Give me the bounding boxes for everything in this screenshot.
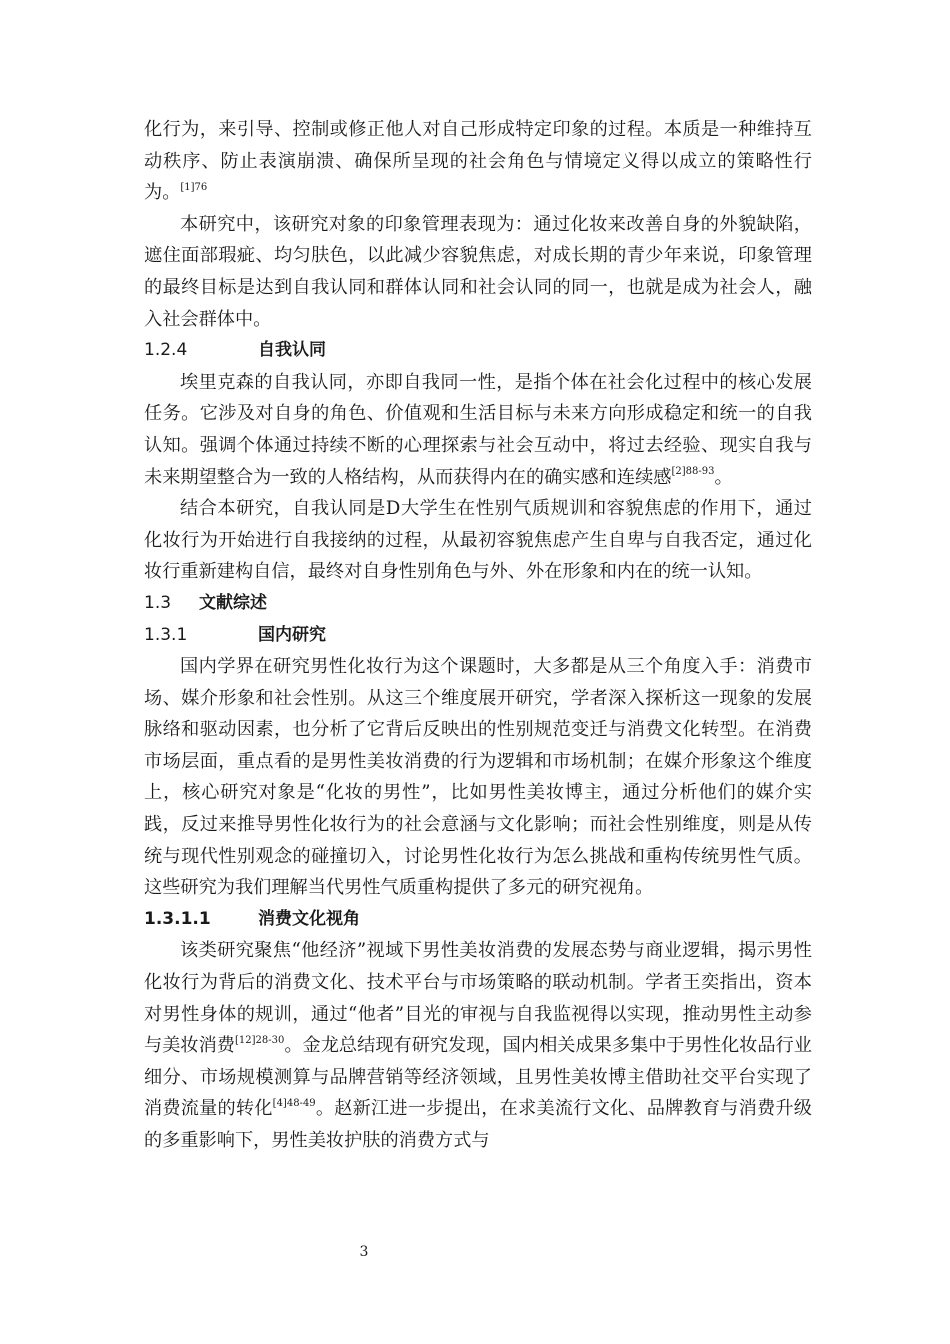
paragraph-text: 。金龙总结现有研究发现，国内相关成果多集中于男性化妆品行业细分、市场规模测算与品牌营销等经济领域，且男性美妆博主借助社交平台实现了消费流量的转化 bbox=[144, 1035, 812, 1120]
page-number: 3 bbox=[359, 1244, 369, 1260]
citation: [1]76 bbox=[180, 182, 208, 194]
paragraph-erikson-identity bbox=[144, 367, 812, 493]
section-number: 1.3.1 bbox=[144, 624, 188, 645]
citation: [2]88-93 bbox=[671, 466, 715, 478]
citation: [12]28-30 bbox=[234, 1035, 285, 1047]
paragraph-impression-management-definition bbox=[144, 114, 812, 209]
paragraph-consumer-culture bbox=[144, 935, 812, 1156]
section-heading-1-3-1 bbox=[144, 620, 812, 652]
paragraph-impression-management-study: 本研究中，该研究对象的印象管理表现为：通过化妆来改善自身的外貌缺陷，遮住面部瑕疵、均匀肤色，以此减少容貌焦虑，对成长期的青少年来说，印象管理的最终目标是达到自我认同和群体认同和社会认同的同一，也就是成为社会人，融入社会群体中。 bbox=[144, 213, 812, 330]
section-title: 消费文化视角 bbox=[258, 908, 360, 929]
section-number: 1.2.4 bbox=[144, 340, 188, 361]
section-heading-1-2-4 bbox=[144, 335, 812, 367]
section-title: 文献综述 bbox=[199, 592, 267, 613]
paragraph-text: 。赵新江进一步提出，在求美流行文化、品牌教育与消费升级的多重影响下，男性美妆护肤的消费方式与 bbox=[144, 1098, 812, 1151]
section-title: 自我认同 bbox=[258, 340, 326, 361]
section-heading-1-3-1-1 bbox=[144, 904, 812, 936]
paragraph-identity-study: 结合本研究，自我认同是D大学生在性别气质规训和容貌焦虑的作用下，通过化妆行为开始进行自我接纳的过程，从最初容貌焦虑产生自卑与自我否定，通过化妆行重新建构自信，最终对自身性别角色与外、外在形象和内在的统一认知。 bbox=[144, 498, 812, 583]
paragraph-text: 化行为，来引导、控制或修正他人对自己形成特定印象的过程。本质是一种维持互动秩序、防止表演崩溃、确保所呈现的社会角色与情境定义得以成立的策略性行为。 bbox=[144, 119, 812, 204]
paragraph-text: 埃里克森的自我认同，亦即自我同一性，是指个体在社会化过程中的核心发展任务。它涉及对自身的角色、价值观和生活目标与未来方向形成稳定和统一的自我认知。强调个体通过持续不断的心理探索与社会互动中，将过去经验、现实自我与未来期望整合为一致的人格结构，从而获得内在的确实感和连续感 bbox=[144, 371, 812, 488]
section-number: 1.3 bbox=[144, 592, 172, 613]
paragraph-end: 。 bbox=[714, 466, 733, 488]
paragraph-domestic-research: 国内学界在研究男性化妆行为这个课题时，大多都是从三个角度入手：消费市场、媒介形象和社会性别。从这三个维度展开研究，学者深入探析这一现象的发展脉络和驱动因素，也分析了它背后反映出的性别规范变迁与消费文化转型。在消费市场层面，重点看的是男性美妆消费的行为逻辑和市场机制；在媒介形象这个维度上，核心研究对象是“化妆的男性”，比如男性美妆博主，通过分析他们的媒介实践，反过来推导男性化妆行为的社会意涵与文化影响；而社会性别维度，则是从传统与现代性别观念的碰撞切入，讨论男性化妆行为怎么挑战和重构传统男性气质。这些研究为我们理解当代男性气质重构提供了多元的研究视角。 bbox=[144, 656, 812, 899]
page-body bbox=[144, 114, 812, 1157]
section-number: 1.3.1.1 bbox=[144, 908, 211, 929]
paragraph-text: 该类研究聚焦“他经济”视域下男性美妆消费的发展态势与商业逻辑，揭示男性化妆行为背后的消费文化、技术平台与市场策略的联动机制。学者王奕指出，资本对男性身体的规训，通过“他者”目光的审视与自我监视得以实现，推动男性主动参与美妆消费 bbox=[144, 940, 812, 1057]
section-title: 国内研究 bbox=[258, 624, 326, 645]
section-heading-1-3 bbox=[144, 588, 812, 620]
citation: [4]48-49 bbox=[272, 1098, 316, 1110]
